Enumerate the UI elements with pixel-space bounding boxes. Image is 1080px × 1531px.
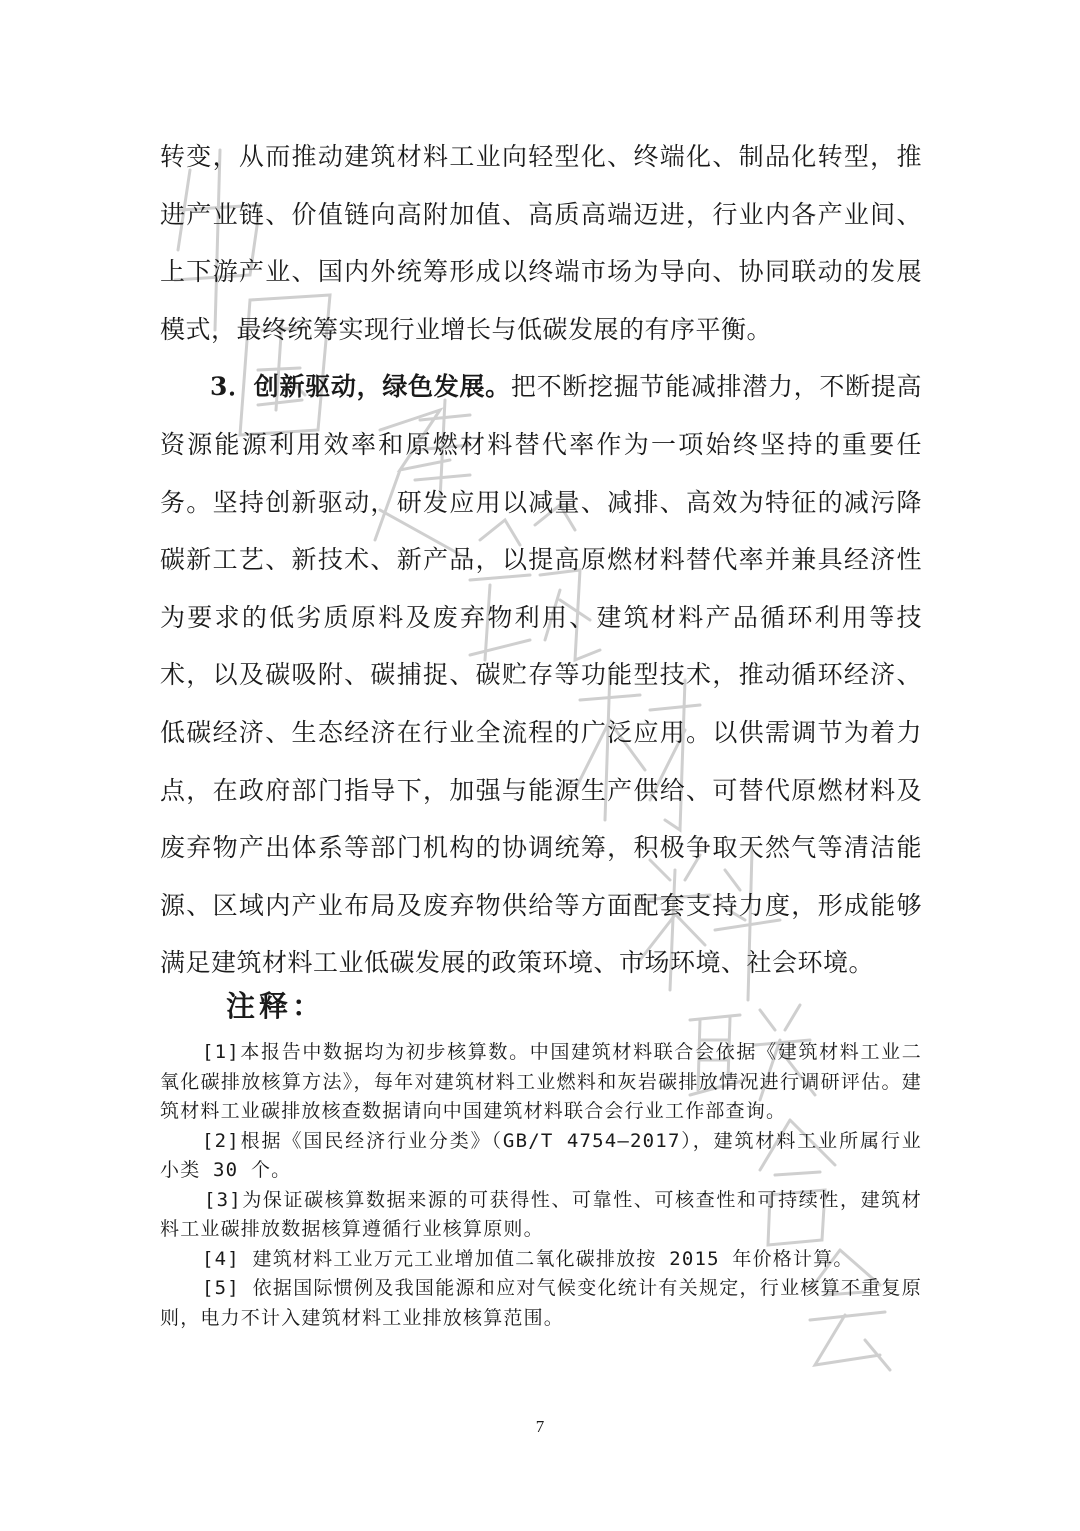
page-number: 7 [535, 1417, 545, 1436]
note-item: [2]根据《国民经济行业分类》（GB/T 4754—2017），建筑材料工业所属行业小类 30 个。 [160, 1129, 922, 1181]
note-item: [3]为保证碳核算数据来源的可获得性、可靠性、可核查性和可持续性，建筑材料工业碳排放数据核算遵循行业核算原则。 [160, 1188, 922, 1240]
notes-list [160, 1038, 922, 1333]
paragraph-body: 把不断挖掘节能减排潜力，不断提高资源能源利用效率和原燃材料替代率作为一项始终坚持的重要任务。坚持创新驱动，研发应用以减量、减排、高效为特征的减污降碳新工艺、新技术、新产品，以提高原燃材料替代率并兼具经济性为要求的低劣质原料及废弃物利用、建筑材料产品循环利用等技术，以及碳吸附、碳捕捉、碳贮存等功能型技术，推动循环经济、低碳经济、生态经济在行业全流程的广泛应用。以供需调节为着力点，在政府部门指导下，加强与能源生产供给、可替代原燃材料及废弃物产出体系等部门机构的协调统筹，积极争取天然气等清洁能源、区域内产业布局及废弃物供给等方面配套支持力度，形成能够满足建筑材料工业低碳发展的政策环境、市场环境、社会环境。 [160, 372, 922, 978]
paragraph-heading: 3．创新驱动，绿色发展。 [210, 372, 511, 402]
note-item: [1]本报告中数据均为初步核算数。中国建筑材料联合会依据《建筑材料工业二氧化碳排放核算方法》，每年对建筑材料工业燃料和灰岩碳排放情况进行调研评估。建筑材料工业碳排放核查数据请向中国建筑材料联合会行业工作部查询。 [160, 1041, 922, 1122]
paragraph-innovation [160, 358, 922, 992]
body-text [160, 128, 922, 992]
notes-title: 注释： [226, 989, 326, 1023]
note-item: [4] 建筑材料工业万元工业增加值二氧化碳排放按 2015 年价格计算。 [202, 1247, 854, 1270]
paragraph-continuation: 转变，从而推动建筑材料工业向轻型化、终端化、制品化转型，推进产业链、价值链向高附加值、高质高端迈进，行业内各产业间、上下游产业、国内外统筹形成以终端市场为导向、协同联动的发展模式，最终统筹实现行业增长与低碳发展的有序平衡。 [160, 142, 922, 344]
note-item: [5] 依据国际惯例及我国能源和应对气候变化统计有关规定，行业核算不重复原则，电力不计入建筑材料工业排放核算范围。 [160, 1277, 922, 1329]
